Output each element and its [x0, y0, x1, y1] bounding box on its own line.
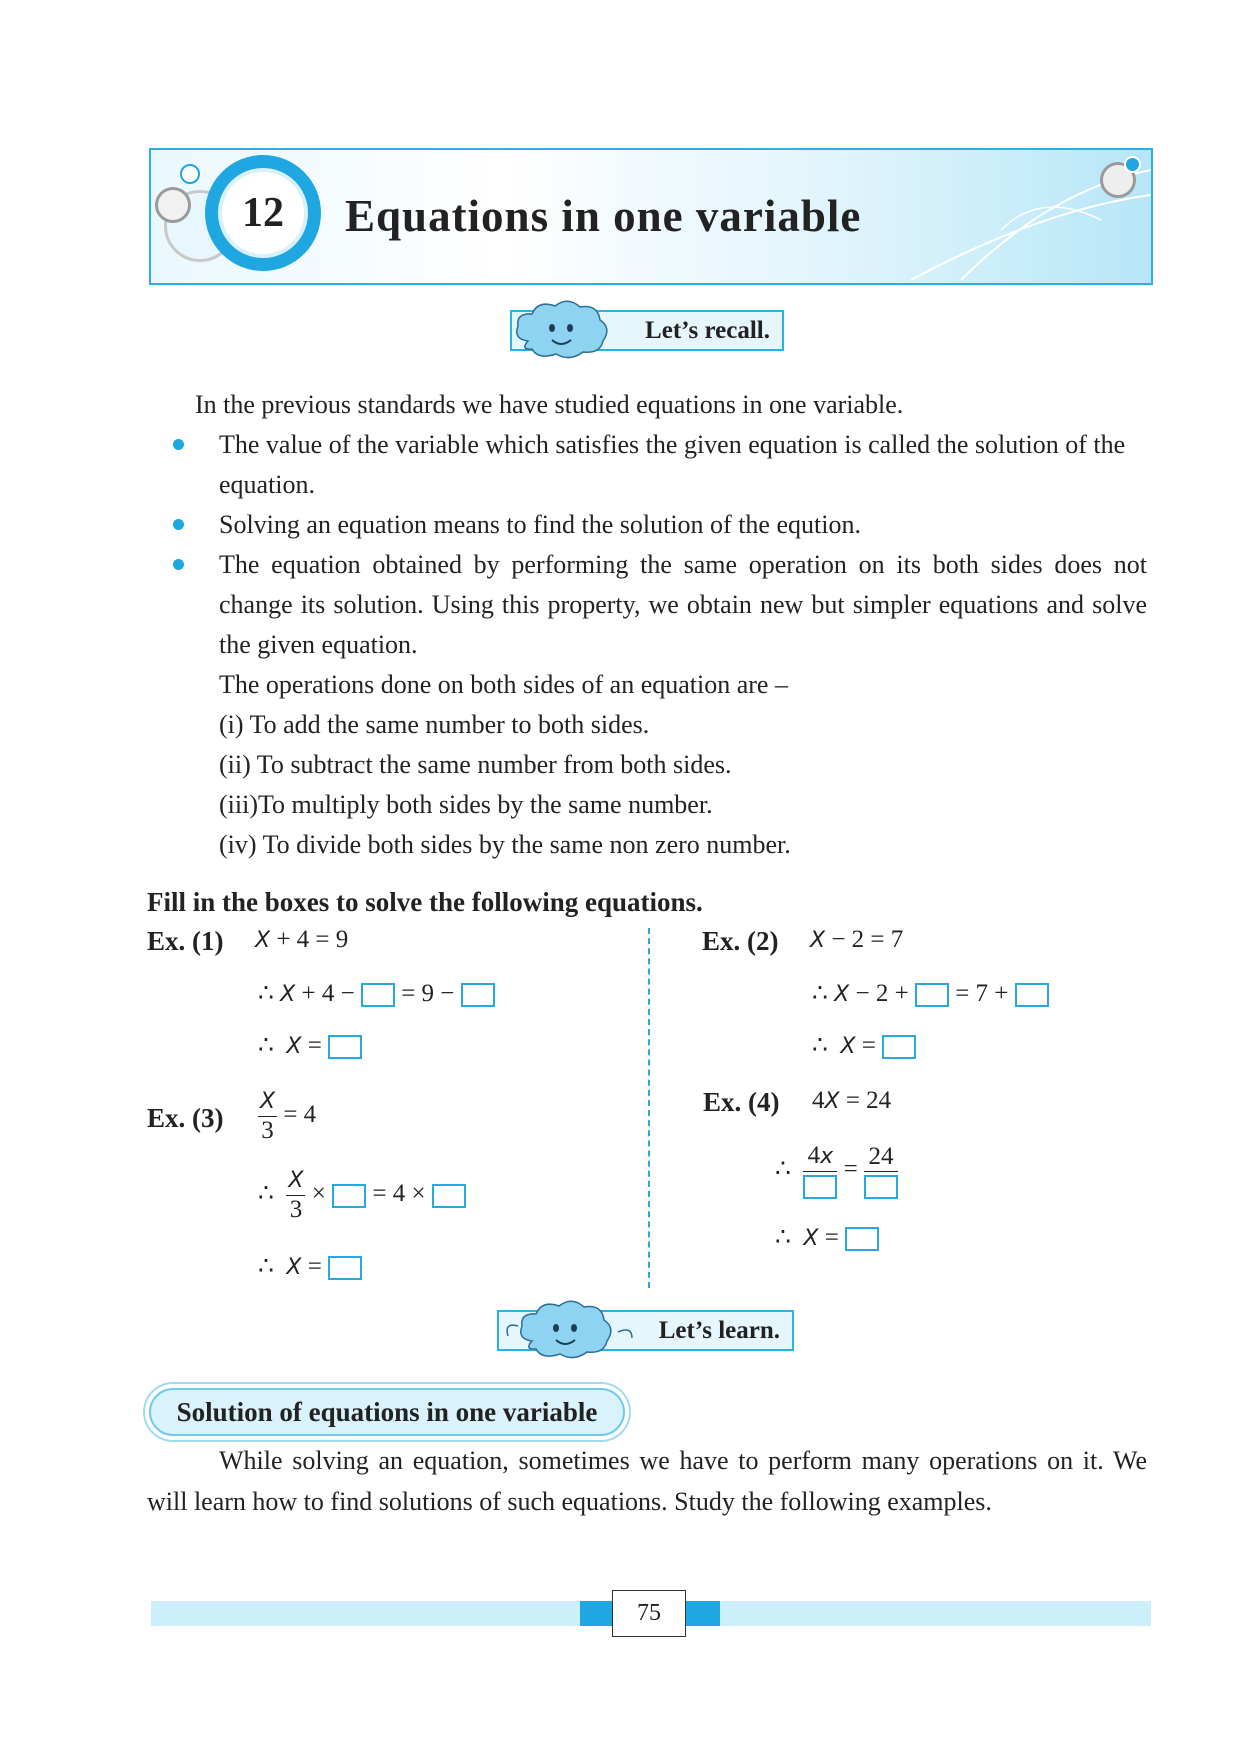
recall-bullet-2: Solving an equation means to find the solution of the eqution. — [219, 510, 861, 539]
ex4-step1: ∴ 4x = 24 — [775, 1142, 898, 1200]
ex1-equation: X + 4 = 9 — [255, 926, 349, 953]
empty-answer-box[interactable] — [915, 983, 949, 1007]
ex3-label: Ex. (3) — [147, 1103, 224, 1133]
recall-intro: In the previous standards we have studied equations in one variable. — [195, 390, 904, 419]
operations-intro: The operations done on both sides of an equation are – — [219, 670, 788, 699]
bullet-dot-icon — [173, 559, 184, 570]
ex3-equation: $\frac{X}{3}$ = 4 — [260, 1089, 317, 1144]
ex1-label: Ex. (1) — [147, 926, 224, 956]
decorative-circle — [1124, 156, 1141, 173]
chapter-number: 12 — [218, 168, 308, 258]
page-number: 75 — [612, 1590, 686, 1637]
ex2-equation: X − 2 = 7 — [810, 926, 904, 953]
footer-accent — [580, 1601, 614, 1626]
section-heading-text: Solution of equations in one variable — [176, 1396, 598, 1427]
empty-answer-box[interactable] — [864, 1175, 898, 1199]
empty-answer-box[interactable] — [361, 983, 395, 1007]
recall-bullet-1: The value of the variable which satisfies the given equation is called the solution of the equation. — [219, 430, 1126, 499]
chapter-title: Equations in one variable — [345, 191, 862, 241]
empty-answer-box[interactable] — [882, 1035, 916, 1059]
lets-recall-text: Let’s recall. — [645, 316, 770, 344]
lets-learn-text: Let’s learn. — [658, 1316, 780, 1344]
ex1-step2: ∴ X = — [258, 1030, 362, 1060]
recall-bullet-3: The equation obtained by performing the same operation on its both sides does not change its solution. Using this property, we obtain new but simpler equations and solve the given equation. — [219, 550, 1147, 659]
column-divider — [648, 928, 650, 1288]
ex4-equation: 4X = 24 — [812, 1087, 892, 1114]
empty-answer-box[interactable] — [803, 1175, 837, 1199]
cloud-mascot-icon — [502, 1296, 637, 1366]
learn-paragraph: While solving an equation, sometimes we have to perform many operations on it. We will learn how to find solutions of such equations. Study the following examples. — [147, 1446, 1147, 1516]
ex1-step1: ∴ X + 4 − = 9 − — [258, 978, 495, 1008]
ex3-step1: ∴ $\frac{X}{3}$ × = 4 × — [258, 1167, 466, 1224]
cloud-mascot-icon — [508, 296, 618, 366]
operation-item: (iii)To multiply both sides by the same number. — [219, 790, 713, 819]
decorative-circle — [180, 164, 200, 184]
empty-answer-box[interactable] — [432, 1184, 466, 1208]
operation-item: (i) To add the same number to both sides. — [219, 710, 650, 739]
ex2-label: Ex. (2) — [702, 926, 779, 956]
section-heading — [149, 1388, 625, 1436]
ex3-step2: ∴ X = — [258, 1251, 362, 1281]
operation-item: (iv) To divide both sides by the same non zero number. — [219, 830, 791, 859]
empty-answer-box[interactable] — [461, 983, 495, 1007]
operation-item: (ii) To subtract the same number from both sides. — [219, 750, 732, 779]
bullet-dot-icon — [173, 519, 184, 530]
footer-accent — [686, 1601, 720, 1626]
empty-answer-box[interactable] — [328, 1035, 362, 1059]
exercise-heading: Fill in the boxes to solve the following equations. — [147, 887, 703, 917]
ex2-step1: ∴ X − 2 + = 7 + — [812, 978, 1049, 1008]
ex4-label: Ex. (4) — [703, 1087, 780, 1117]
bullet-dot-icon — [173, 439, 184, 450]
empty-answer-box[interactable] — [328, 1256, 362, 1280]
ex2-step2: ∴ X = — [812, 1030, 916, 1060]
decorative-circle — [155, 187, 191, 223]
empty-answer-box[interactable] — [1015, 983, 1049, 1007]
ex4-step2: ∴ X = — [775, 1222, 879, 1252]
empty-answer-box[interactable] — [845, 1227, 879, 1251]
empty-answer-box[interactable] — [332, 1184, 366, 1208]
